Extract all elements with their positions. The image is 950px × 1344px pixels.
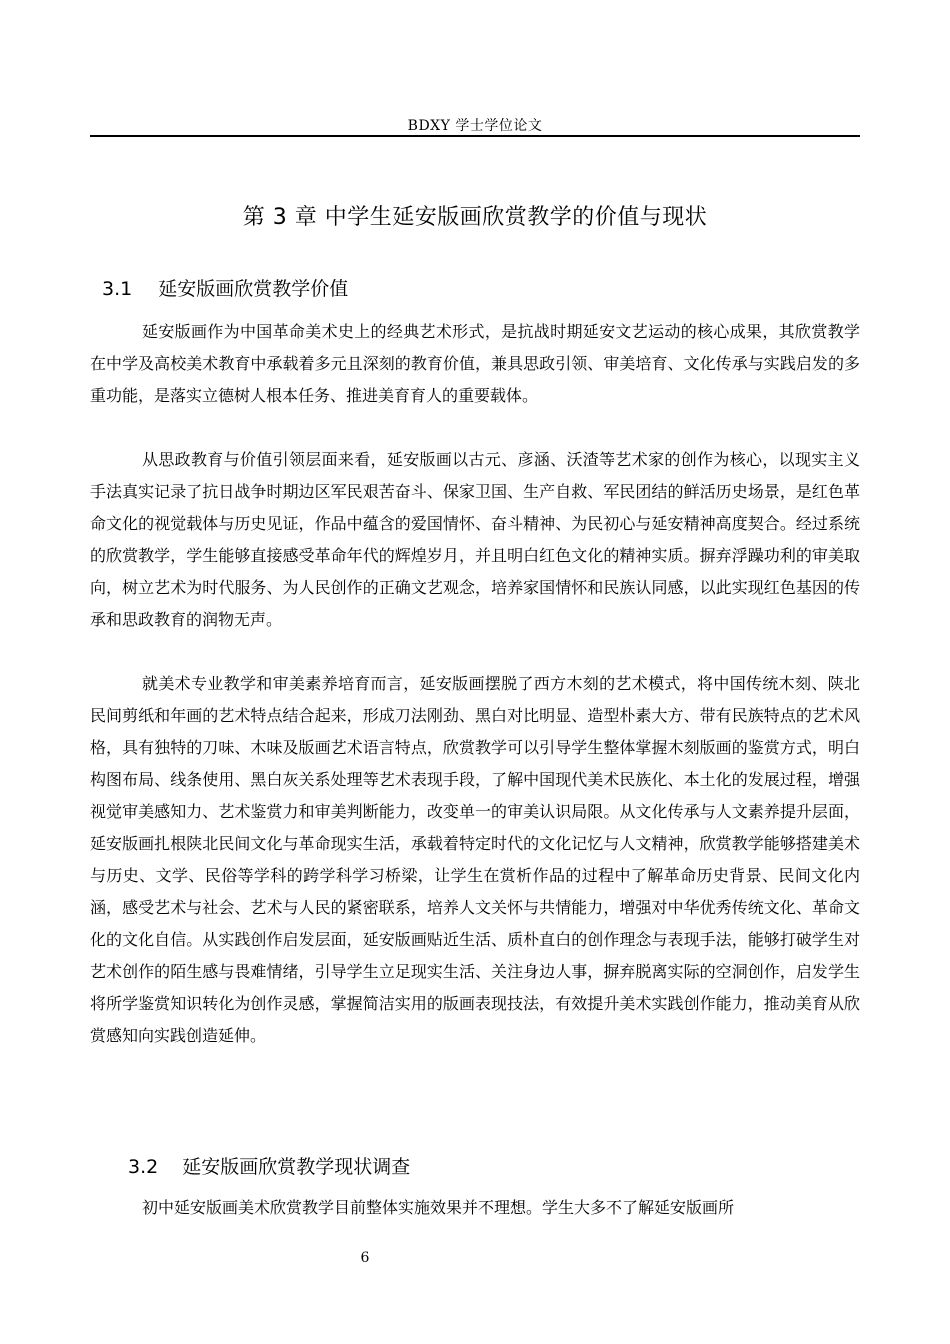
section-number: 3.2 bbox=[128, 1156, 159, 1178]
page-number: 6 bbox=[360, 1250, 370, 1266]
section-heading-3-1 bbox=[102, 276, 348, 302]
chapter-title: 第 3 章 中学生延安版画欣赏教学的价值与现状 bbox=[242, 205, 708, 230]
section-title: 延安版画欣赏教学价值 bbox=[158, 278, 349, 300]
running-header: BDXY 学士学位论文 bbox=[407, 118, 543, 134]
section-title: 延安版画欣赏教学现状调查 bbox=[182, 1156, 411, 1178]
header-rule bbox=[90, 135, 860, 137]
paragraph-aesthetic-value: 就美术专业教学和审美素养培育而言，延安版画摆脱了西方木刻的艺术模式，将中国传统木刻、陕北民间剪纸和年画的艺术特点结合起来，形成刀法刚劲、黑白对比明显、造型朴素大方、带有民族特点的艺术风格，具有独特的刀味、木味及版画艺术语言特点，欣赏教学可以引导学生整体掌握木刻版画的鉴赏方式，明白构图布局、线条使用、黑白灰关系处理等艺术表现手段，了解中国现代美术民族化、本土化的发展过程，增强视觉审美感知力、艺术鉴赏力和审美判断能力，改变单一的审美认识局限。从文化传承与人文素养提升层面，延安版画扎根陕北民间文化与革命现实生活，承载着特定时代的文化记忆与人文精神，欣赏教学能够搭建美术与历史、文学、民俗等学科的跨学科学习桥梁，让学生在赏析作品的过程中了解革命历史背景、民间文化内涵，感受艺术与社会、艺术与人民的紧密联系，培养人文关怀与共情能力，增强对中华优秀传统文化、革命文化的文化自信。从实践创作启发层面，延安版画贴近生活、质朴直白的创作理念与表现手法，能够打破学生对艺术创作的陌生感与畏难情绪，引导学生立足现实生活、关注身边人事，摒弃脱离实际的空洞创作，启发学生将所学鉴赏知识转化为创作灵感，掌握简洁实用的版画表现技法，有效提升美术实践创作能力，推动美育从欣赏感知向实践创造延伸。 bbox=[90, 674, 860, 1045]
paragraph-ideological-value: 从思政教育与价值引领层面来看，延安版画以古元、彦涵、沃渣等艺术家的创作为核心，以现实主义手法真实记录了抗日战争时期边区军民艰苦奋斗、保家卫国、生产自救、军民团结的鲜活历史场景，是红色革命文化的视觉载体与历史见证，作品中蕴含的爱国情怀、奋斗精神、为民初心与延安精神高度契合。经过系统的欣赏教学，学生能够直接感受革命年代的辉煌岁月，并且明白红色文化的精神实质。摒弃浮躁功利的审美取向，树立艺术为时代服务、为人民创作的正确文艺观念，培养家国情怀和民族认同感，以此实现红色基因的传承和思政教育的润物无声。 bbox=[90, 450, 860, 629]
paragraph-intro: 延安版画作为中国革命美术史上的经典艺术形式，是抗战时期延安文艺运动的核心成果，其欣赏教学在中学及高校美术教育中承载着多元且深刻的教育价值，兼具思政引领、审美培育、文化传承与实践启发的多重功能，是落实立德树人根本任务、推进美育育人的重要载体。 bbox=[90, 322, 860, 405]
section-heading-3-2 bbox=[128, 1154, 410, 1180]
paragraph-status: 初中延安版画美术欣赏教学目前整体实施效果并不理想。学生大多不了解延安版画所 bbox=[142, 1198, 735, 1217]
section-number: 3.1 bbox=[102, 278, 133, 300]
